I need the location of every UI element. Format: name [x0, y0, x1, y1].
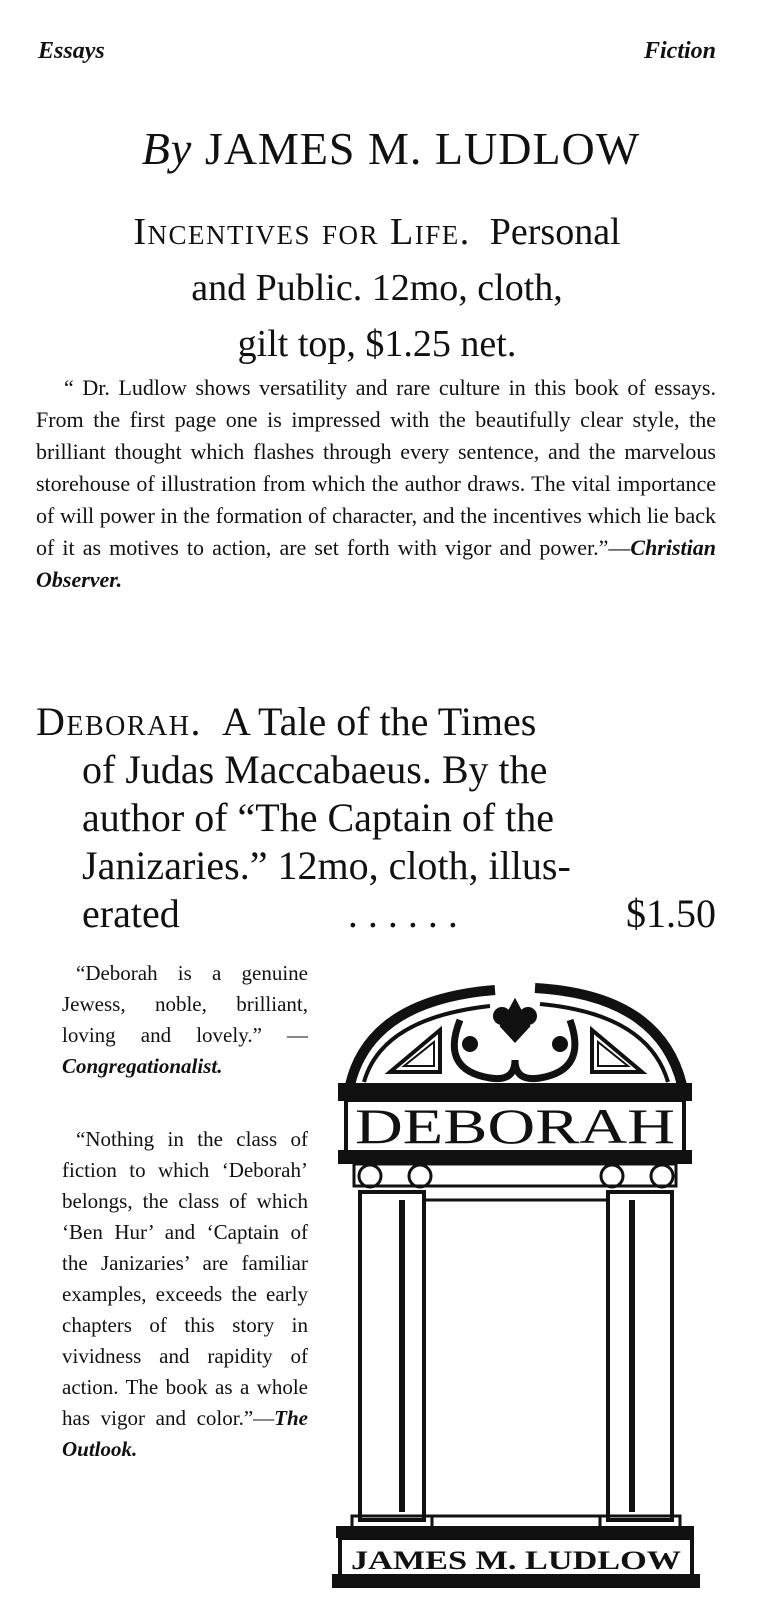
author-name: JAMES M. LUDLOW [204, 123, 641, 174]
book2-title: Deborah. [36, 699, 203, 744]
book-cover-illustration [330, 960, 700, 1600]
header-essays: Essays [38, 38, 105, 64]
book1-line2: and Public. 12mo, cloth, [191, 267, 563, 309]
volute-right-1 [601, 1165, 623, 1187]
entablature-top [340, 1085, 690, 1099]
author-heading [0, 122, 782, 175]
book2-review2-source: The Outlook. [62, 1406, 308, 1461]
book2-line1 [36, 698, 716, 746]
book1-line3: gilt top, $1.25 net. [237, 323, 517, 365]
book1-line1-rest: Personal [489, 211, 621, 253]
book2-line2: of Judas Maccabaeus. By the [82, 747, 548, 792]
inner-panel [424, 1200, 608, 1516]
cover-author: JAMES M. LUDLOW [351, 1546, 681, 1575]
book2-review-1 [62, 958, 308, 1082]
book2-price: $1.50 [625, 891, 716, 936]
book1-line1 [36, 204, 718, 260]
book2-line5-word: erated [82, 891, 180, 936]
volute-left-2 [409, 1165, 431, 1187]
author-by: By [141, 123, 193, 174]
book2-line1-rest: A Tale of the Times [222, 699, 537, 744]
book2-review-2 [62, 1124, 308, 1465]
book1-title: Incentives for Life. [133, 211, 471, 253]
book2-line3: author of “The Captain of the [82, 795, 555, 840]
volute-right-2 [651, 1165, 673, 1187]
book1-entry [36, 204, 718, 372]
book2-review1-text: “Deborah is a genuine Jewess, noble, brilliant, loving and lovely.” — [62, 961, 308, 1047]
book2-review1-source: Congregationalist. [62, 1054, 223, 1078]
book1-review-source: Christian Observer. [36, 535, 716, 592]
column-left [360, 1192, 424, 1520]
book2-line5 [36, 890, 716, 938]
column-right [608, 1192, 672, 1520]
book1-review-text: “ Dr. Ludlow shows versatility and rare culture in this book of essays. From the first page one is impressed with the beautifully clear style, the brilliant thought which flashes through every sentence, and the marvelous storehouse of illustration from which the author draws. The vital importance of will power in the formation of character, and the incentives which lie back of it as motives to action, are set forth with vigor and power.”— [36, 375, 716, 560]
header-fiction: Fiction [643, 38, 716, 64]
book2-review2-text: “Nothing in the class of fiction to which ‘Deborah’ belongs, the class of which ‘Ben Hur’ and ‘Captain of the Janizaries’ are familiar examples, exceeds the early chapters of this story in vividness and rapidity of action. The book as a whole has vigor and color.”— [62, 1127, 308, 1430]
volute-left-1 [359, 1165, 381, 1187]
book2-entry [36, 698, 716, 938]
cover-title: DEBORAH [355, 1098, 675, 1154]
book1-review [36, 372, 716, 596]
book2-line4: Janizaries.” 12mo, cloth, illus- [82, 843, 571, 888]
book2-dots: . . . . . . [347, 891, 458, 936]
